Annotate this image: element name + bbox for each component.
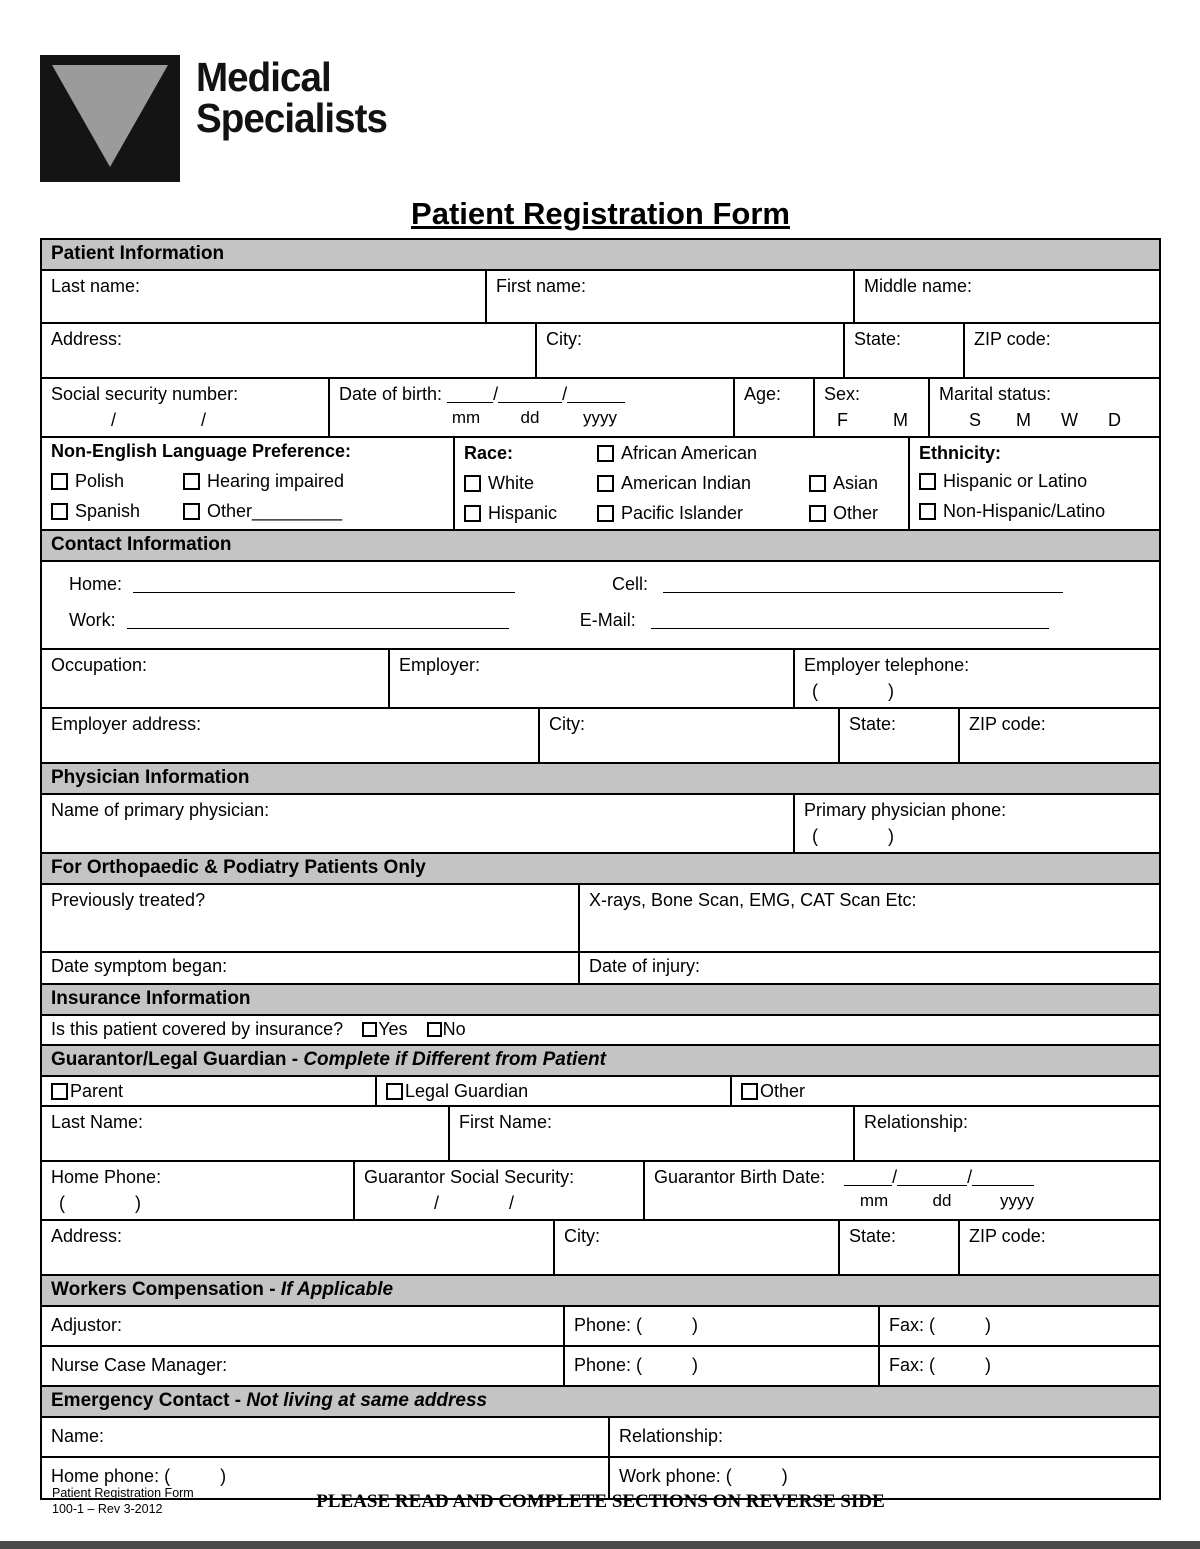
hispanic-latino-checkbox[interactable] [919,473,936,490]
hispanic-latino-label: Hispanic or Latino [943,471,1088,491]
insurance-question-field [42,1016,1159,1044]
guarantor-state-field: State: [840,1221,960,1274]
emergency-relationship-field: Relationship: [619,1426,724,1446]
employer-telephone-label: Employer telephone: [804,655,970,675]
date-injury-field: Date of injury: [589,956,701,976]
guarantor-birth-date-label: Guarantor Birth Date: [654,1167,826,1187]
form-row [42,324,1159,379]
form-row [42,379,1159,438]
logo-text [196,54,388,182]
guarantor-home-phone-label: Home Phone: [51,1167,162,1187]
form-row [42,795,1159,854]
race-option-other [809,503,899,524]
section-header-physician-information: Physician Information [42,764,1159,795]
work-phone-label: Work: [69,610,116,630]
guarantor-dob-unit-yyyy: yyyy [1000,1191,1034,1210]
section-header-workers-compensation [42,1276,1159,1307]
spanish-label: Spanish [75,501,141,521]
section-header-emergency-contact [42,1387,1159,1418]
workers-header-main: Workers Compensation - [51,1279,281,1300]
medical-specialists-logo-icon [40,55,180,182]
document-revision: 100-1 – Rev 3-2012 [52,1501,163,1516]
adjustor-fax-field: Fax: ( ) [889,1315,992,1335]
other-race-checkbox[interactable] [809,505,826,522]
email-label: E-Mail: [579,610,636,630]
hearing-impaired-checkbox[interactable] [183,473,200,490]
emergency-work-phone-field: Work phone: ( ) [619,1466,788,1486]
spanish-checkbox[interactable] [51,503,68,520]
guarantor-option-other [732,1077,1159,1105]
language-grid [51,443,444,522]
nurse-fax-field: Fax: ( ) [889,1355,992,1375]
dob-yyyy-blank[interactable] [567,385,625,403]
logo-line1: Medical [196,54,331,100]
non-hispanic-label: Non-Hispanic/Latino [943,501,1106,521]
emergency-home-phone-field: Home phone: ( ) [42,1458,610,1498]
physician-phone-blank[interactable]: ( ) [812,826,895,846]
form-row [42,1107,1159,1162]
first-name-field: First name: [487,271,855,322]
pacific-islander-label: Pacific Islander [621,503,744,523]
guarantor-header-main: Guarantor/Legal Guardian - [51,1049,304,1070]
guarantor-home-phone-blank[interactable]: ( ) [59,1193,142,1213]
phone-line-home-cell [51,574,1150,595]
hispanic-checkbox[interactable] [464,505,481,522]
guarantor-ssn-field [355,1162,645,1219]
form-row [42,1162,1159,1221]
dob-mm-blank[interactable] [447,385,493,403]
marital-status-options[interactable]: S M W D [969,410,1122,430]
contact-phones-field [42,562,1159,648]
form-row [42,1307,1159,1347]
primary-physician-field: Name of primary physician: [42,795,795,852]
sex-field [815,379,930,436]
page-title: Patient Registration Form [411,196,790,231]
race-option-pacific-islander [597,503,809,524]
address-field: Address: [42,324,537,377]
dob-units [443,407,724,428]
dob-line [339,384,724,405]
physician-phone-label: Primary physician phone: [804,800,1007,820]
logo-line2: Specialists [196,95,388,141]
nurse-phone-field: Phone: ( ) [565,1347,880,1385]
ssn-slashes: / / [51,410,207,430]
african-american-label: African American [621,443,758,463]
dob-field [330,379,735,436]
emergency-header-italic: Not living at same address [246,1390,488,1411]
ethnicity-grid [919,471,1150,522]
registration-form [40,238,1161,1500]
slash: / [967,1167,973,1187]
guarantor-first-name-field: First Name: [450,1107,855,1160]
insurance-no-checkbox[interactable] [427,1022,442,1037]
home-phone-label: Home: [69,574,123,594]
white-checkbox[interactable] [464,475,481,492]
hearing-impaired-label: Hearing impaired [207,471,345,491]
asian-checkbox[interactable] [809,475,826,492]
slash: / [493,384,499,404]
logo [40,55,399,182]
state-field: State: [845,324,965,377]
ethnicity-option-non-hispanic [919,501,1150,522]
guarantor-birth-date-line [654,1167,1150,1188]
ethnicity-label: Ethnicity: [919,443,1002,463]
employer-telephone-field [795,650,1159,707]
ssn-field [42,379,330,436]
form-row [42,1418,1159,1458]
form-row [42,885,1159,953]
african-american-checkbox[interactable] [597,445,614,462]
guarantor-birth-date-field [645,1162,1159,1219]
guarantor-home-phone-field [42,1162,355,1219]
guarantor-relationship-field: Relationship: [864,1112,969,1132]
phone-line-work-email [51,610,1150,631]
race-option-asian [809,473,899,494]
section-header-orthopaedic: For Orthopaedic & Podiatry Patients Only [42,854,1159,885]
form-row [42,709,1159,764]
guarantor-option-parent [42,1077,377,1105]
guarantor-other-label: Other [760,1081,806,1101]
ethnicity-option-hispanic-latino [919,471,1150,492]
date-symptom-field: Date symptom began: [42,953,580,983]
language-option-other [183,501,444,522]
work-phone-blank[interactable] [127,611,509,629]
form-row [42,1221,1159,1276]
dob-dd-blank[interactable] [498,385,562,403]
insurance-yes-label: Yes [378,1019,408,1039]
employer-telephone-blank[interactable]: ( ) [812,681,895,701]
white-label: White [488,473,535,493]
hispanic-label: Hispanic [488,503,558,523]
adjustor-field: Adjustor: [42,1307,565,1345]
dob-unit-mm: mm [451,408,481,427]
form-row [42,1347,1159,1387]
section-header-insurance-information: Insurance Information [42,985,1159,1016]
city-field: City: [537,324,845,377]
employer-state-field: State: [840,709,960,762]
employer-zip-field: ZIP code: [969,714,1046,734]
occupation-field: Occupation: [42,650,390,707]
guarantor-last-name-field: Last Name: [42,1107,450,1160]
guarantor-dob-unit-dd: dd [932,1191,952,1210]
ssn-label: Social security number: [51,384,239,404]
pacific-islander-checkbox[interactable] [597,505,614,522]
dob-unit-dd: dd [520,408,540,427]
race-grid [464,443,899,524]
employer-field: Employer: [390,650,795,707]
zip-field: ZIP code: [974,329,1051,349]
reverse-side-notice: PLEASE READ AND COMPLETE SECTIONS ON REVERSE SIDE [316,1491,885,1512]
document-id [52,1486,194,1517]
other-language-checkbox[interactable] [183,503,200,520]
other-race-label: Other [833,503,879,523]
section-header-contact-information: Contact Information [42,531,1159,562]
language-option-hearing-impaired [183,471,444,492]
email-blank[interactable] [651,611,1049,629]
physician-phone-field [795,795,1159,852]
home-phone-blank[interactable] [133,575,515,593]
document-name: Patient Registration Form [52,1486,194,1500]
guarantor-zip-field: ZIP code: [969,1226,1046,1246]
middle-name-field: Middle name: [864,276,973,296]
language-option-polish [51,471,183,492]
other-language-label: Other_________ [207,501,343,521]
form-row [42,1077,1159,1107]
guarantor-dob-units [850,1190,1150,1211]
section-header-guarantor [42,1046,1159,1077]
race-option-hispanic [464,503,597,524]
guarantor-dob-unit-mm: mm [859,1191,889,1210]
race-field [455,438,910,529]
sex-options[interactable]: F M [837,410,908,430]
last-name-field: Last name: [42,271,487,322]
xray-scan-field: X-rays, Bone Scan, EMG, CAT Scan Etc: [589,890,917,910]
dob-label: Date of birth: [339,384,443,404]
form-row [42,438,1159,531]
american-indian-label: American Indian [621,473,752,493]
section-header-patient-information: Patient Information [42,240,1159,271]
workers-header-italic: If Applicable [280,1279,394,1300]
emergency-name-field: Name: [42,1418,610,1456]
polish-label: Polish [75,471,125,491]
slash: / [562,384,568,404]
race-option-white [464,473,597,494]
language-preference-label: Non-English Language Preference: [51,441,352,461]
american-indian-checkbox[interactable] [597,475,614,492]
guarantor-city-field: City: [555,1221,840,1274]
nurse-case-manager-field: Nurse Case Manager: [42,1347,565,1385]
page-edge-strip [0,1541,1200,1549]
guarantor-address-field: Address: [42,1221,555,1274]
insurance-question-label: Is this patient covered by insurance? [51,1019,344,1039]
guarantor-legal-guardian-checkbox[interactable] [386,1083,403,1100]
guarantor-ssn-slashes: / / [364,1193,515,1213]
footer [40,1484,1161,1534]
form-row [42,650,1159,709]
form-row [42,271,1159,324]
guarantor-ssn-label: Guarantor Social Security: [364,1167,575,1187]
sex-label: Sex: [824,384,861,404]
polish-checkbox[interactable] [51,473,68,490]
race-option-american-indian [597,473,809,494]
language-preference-field [42,438,455,529]
guarantor-other-checkbox[interactable] [741,1083,758,1100]
form-row [42,1016,1159,1046]
guarantor-dob-yyyy-blank[interactable] [972,1168,1034,1186]
adjustor-phone-field: Phone: ( ) [565,1307,880,1345]
spacer [809,443,899,464]
cell-phone-blank[interactable] [663,575,1063,593]
employer-city-field: City: [540,709,840,762]
guarantor-dob-mm-blank[interactable] [844,1168,892,1186]
insurance-yes-checkbox[interactable] [362,1022,377,1037]
guarantor-header-italic: Complete if Different from Patient [303,1049,606,1070]
marital-status-field [930,379,1159,436]
guarantor-option-legal-guardian [377,1077,732,1105]
cell-phone-label: Cell: [612,574,649,594]
guarantor-parent-checkbox[interactable] [51,1083,68,1100]
slash: / [892,1167,898,1187]
non-hispanic-checkbox[interactable] [919,503,936,520]
asian-label: Asian [833,473,879,493]
guarantor-dob-dd-blank[interactable] [897,1168,967,1186]
form-row [42,953,1159,985]
race-option-african-american [597,443,809,464]
guarantor-legal-guardian-label: Legal Guardian [405,1081,529,1101]
employer-address-field: Employer address: [42,709,540,762]
race-label: Race: [464,443,514,463]
emergency-header-main: Emergency Contact - [51,1390,247,1411]
guarantor-parent-label: Parent [70,1081,124,1101]
form-row [42,562,1159,650]
ethnicity-field [910,438,1159,529]
language-option-spanish [51,501,183,522]
previously-treated-field: Previously treated? [42,885,580,951]
dob-unit-yyyy: yyyy [583,408,617,427]
insurance-no-label: No [442,1019,466,1039]
marital-status-label: Marital status: [939,384,1052,404]
age-field: Age: [735,379,815,436]
